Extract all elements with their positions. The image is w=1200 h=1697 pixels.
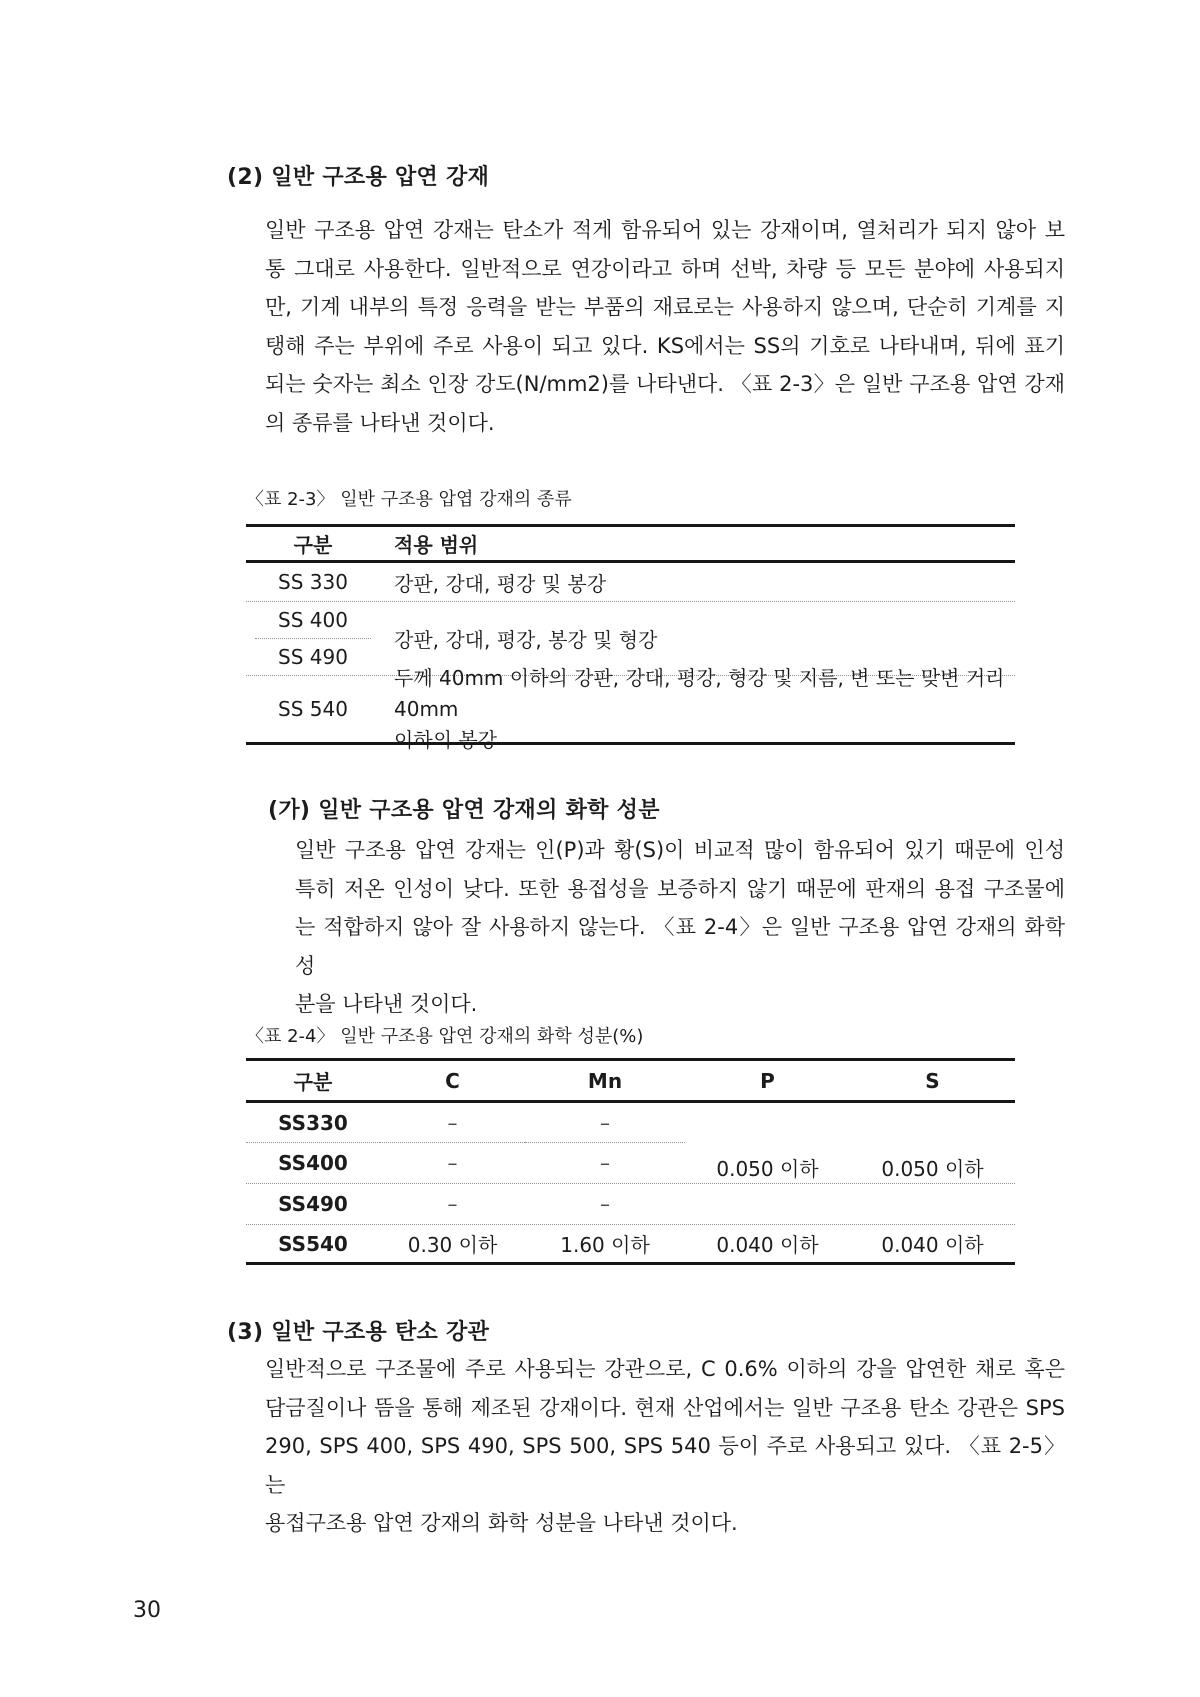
table-2-3 bbox=[246, 524, 1015, 752]
cell-mn: 1.60 이하 bbox=[560, 1233, 650, 1257]
paragraph-line: 담금질이나 뜸을 통해 제조된 강재이다. 현재 산업에서는 일반 구조용 탄소 강관은 SPS bbox=[265, 1395, 1065, 1420]
table-row bbox=[246, 563, 1015, 602]
paragraph-line: 는 적합하지 않아 잘 사용하지 않는다. 〈표 2-4〉은 일반 구조용 압연 강재의 화학성 bbox=[295, 915, 1065, 978]
merged-cell-s: 0.050 이하 bbox=[881, 1156, 984, 1181]
section-3-heading: (3) 일반 구조용 탄소 강관 bbox=[227, 1320, 490, 1345]
cell-mn: – bbox=[600, 1192, 610, 1216]
section-2-paragraph bbox=[265, 211, 1065, 442]
cell-type-group bbox=[246, 602, 380, 675]
cell-c: – bbox=[447, 1151, 458, 1175]
paragraph-line: 통 그대로 사용한다. 일반적으로 연강이라고 하며 선박, 차량 등 모든 분야에 사용되지 bbox=[265, 256, 1065, 281]
cell-scope: 강판, 강대, 평강, 봉강 및 형강 bbox=[394, 628, 658, 652]
column-header-scope: 적용 범위 bbox=[394, 533, 479, 557]
cell-mn: – bbox=[600, 1151, 610, 1175]
paragraph-line: 290, SPS 400, SPS 490, SPS 500, SPS 540 등이 주로 사용되고 있다. 〈표 2-5〉는 bbox=[265, 1434, 1065, 1497]
section-2-heading: (2) 일반 구조용 압연 강재 bbox=[227, 165, 490, 190]
cell-scope bbox=[380, 665, 1015, 752]
cell-type: SS490 bbox=[278, 1192, 348, 1216]
paragraph-line: 의 종류를 나타낸 것이다. bbox=[265, 410, 495, 435]
paragraph-line: 일반 구조용 압연 강재는 탄소가 적게 함유되어 있는 강재이며, 열처리가 되지 않아 보 bbox=[265, 218, 1065, 242]
cell-scope-line: 이하의 봉강 bbox=[394, 727, 497, 752]
column-header-type: 구분 bbox=[293, 533, 333, 557]
table-2-4-header-row bbox=[246, 1061, 1015, 1103]
cell-type: SS 540 bbox=[278, 697, 348, 721]
table-2-3-header-row bbox=[246, 527, 1015, 563]
page-number: 30 bbox=[133, 1598, 161, 1623]
table-row bbox=[246, 665, 1015, 752]
paragraph-line: 일반적으로 구조물에 주로 사용되는 강관으로, C 0.6% 이하의 강을 압연한 채로 혹은 bbox=[265, 1357, 1065, 1381]
cell-type: SS 330 bbox=[278, 570, 348, 594]
cell-mn: – bbox=[525, 1103, 685, 1143]
column-header-c: C bbox=[445, 1068, 460, 1093]
column-header-s: S bbox=[925, 1068, 940, 1093]
cell-type: SS400 bbox=[278, 1151, 348, 1175]
paragraph-line: 탱해 주는 부위에 주로 사용이 되고 있다. KS에서는 SS의 기호로 나타내며, 뒤에 표기 bbox=[265, 333, 1065, 358]
table-2-4-caption: 〈표 2-4〉 일반 구조용 압연 강재의 화학 성분(%) bbox=[246, 1026, 644, 1047]
column-header-p: P bbox=[760, 1068, 775, 1093]
cell-type: SS330 bbox=[246, 1103, 380, 1143]
section-2a-paragraph bbox=[295, 831, 1065, 1024]
merged-cell-p: 0.050 이하 bbox=[716, 1156, 819, 1181]
cell-c: 0.30 이하 bbox=[407, 1233, 498, 1257]
cell-type: SS540 bbox=[278, 1231, 348, 1256]
table-2-3-caption: 〈표 2-3〉 일반 구조용 압엽 강재의 종류 bbox=[246, 489, 572, 510]
column-header-type: 구분 bbox=[293, 1070, 333, 1094]
paragraph-line: 용접구조용 압연 강재의 화학 성분을 나타낸 것이다. bbox=[265, 1511, 738, 1535]
cell-type: SS 400 bbox=[278, 608, 348, 632]
cell-scope-line: 두께 40mm 이하의 강판, 강대, 평강, 형강 및 지름, 변 또는 맞변 거리 40mm bbox=[394, 665, 1005, 721]
section-2a-heading: (가) 일반 구조용 압연 강재의 화학 성분 bbox=[268, 798, 660, 823]
cell-type: SS 490 bbox=[278, 645, 348, 669]
cell-c: – bbox=[380, 1103, 525, 1143]
section-3-paragraph bbox=[265, 1350, 1065, 1543]
paragraph-line: 일반 구조용 압연 강재는 인(P)과 황(S)이 비교적 많이 함유되어 있기 때문에 인성 bbox=[295, 838, 1065, 862]
cell-scope: 강판, 강대, 평강 및 봉강 bbox=[394, 571, 607, 596]
paragraph-line: 분을 나타낸 것이다. bbox=[295, 992, 478, 1016]
paragraph-line: 만, 기계 내부의 특정 응력을 받는 부품의 재료로는 사용하지 않으며, 단순히 기계를 지 bbox=[265, 295, 1065, 319]
cell-c: – bbox=[447, 1192, 458, 1216]
table-row bbox=[246, 1225, 1015, 1262]
cell-s: 0.040 이하 bbox=[881, 1233, 984, 1257]
cell-p: 0.040 이하 bbox=[716, 1233, 819, 1257]
paragraph-line: 되는 숫자는 최소 인장 강도(N/mm2)를 나타낸다. 〈표 2-3〉은 일반 구조용 압연 강재 bbox=[265, 372, 1065, 396]
column-header-mn: Mn bbox=[587, 1068, 623, 1093]
paragraph-line: 특히 저온 인성이 낮다. 또한 용접성을 보증하지 않기 때문에 판재의 용접 구조물에 bbox=[295, 876, 1065, 901]
table-2-4 bbox=[246, 1058, 1015, 1265]
